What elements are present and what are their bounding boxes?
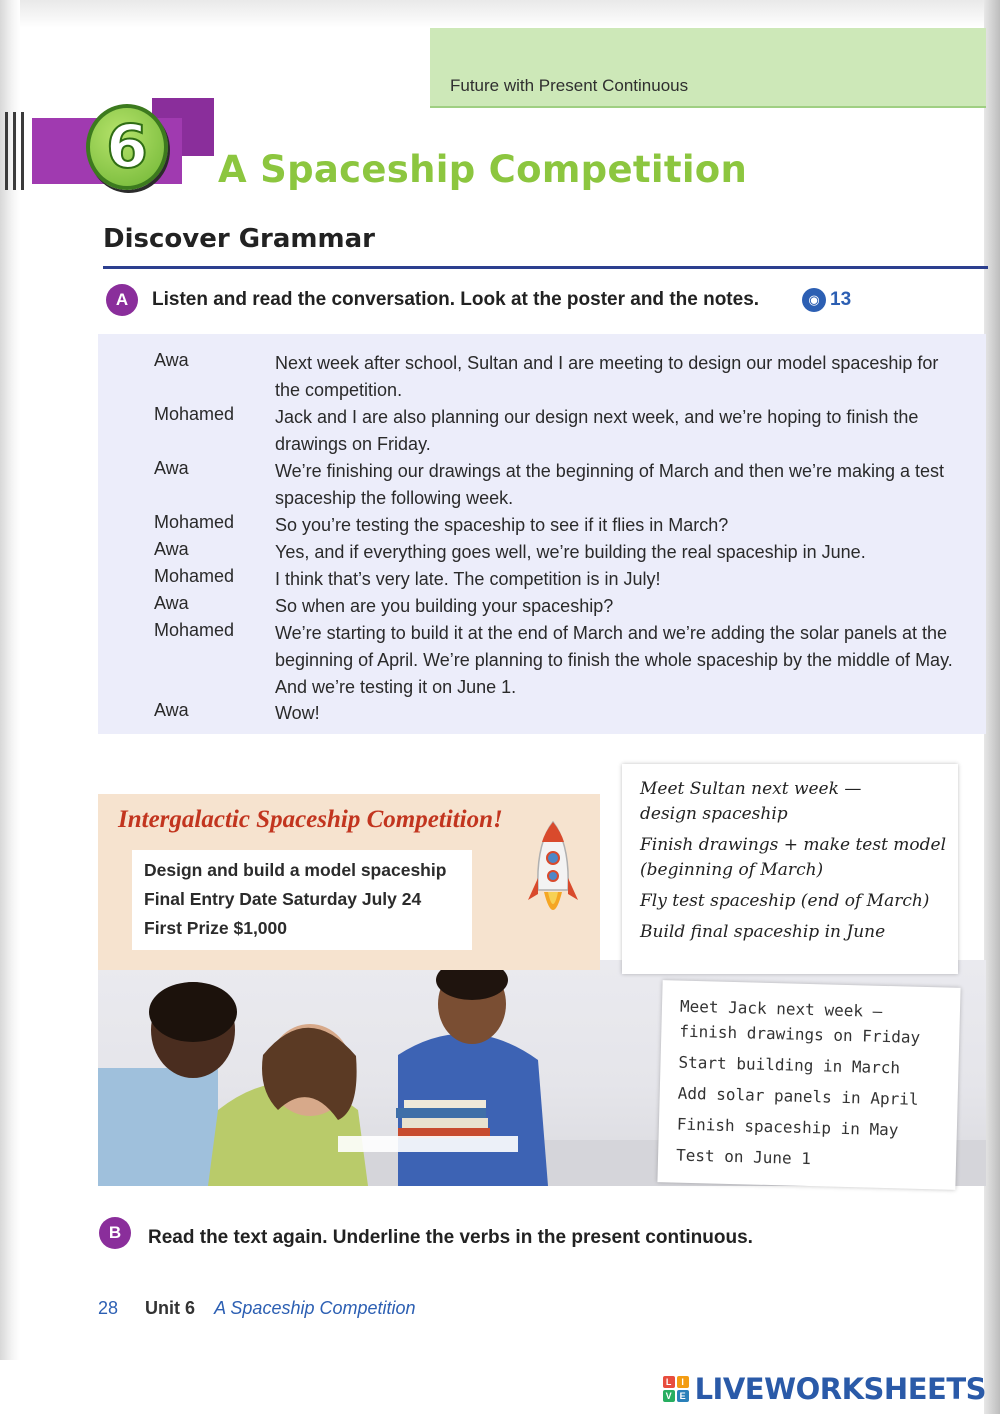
footer-unit-title: A Spaceship Competition (214, 1298, 416, 1318)
dialog-speaker: Mohamed (154, 404, 235, 424)
poster-line: First Prize $1,000 (144, 918, 287, 938)
section-heading: Discover Grammar (103, 224, 375, 254)
note-line: Meet Jack next week — (679, 996, 883, 1021)
dialog-speaker: Mohamed (154, 512, 235, 532)
competition-poster (98, 794, 600, 970)
topic-banner (430, 28, 986, 108)
note-line: finish drawings on Friday (679, 1021, 921, 1047)
page-number: 28 (98, 1298, 119, 1318)
liveworksheets-text: LIVEWORKSHEETS (694, 1372, 986, 1406)
note-line: Start building in March (678, 1052, 901, 1078)
liveworksheets-logo-icon: L I V E (663, 1376, 689, 1402)
dialog-speaker: Awa (154, 458, 189, 478)
task-b-instruction: Read the text again. Underline the verbs in the present continuous. (148, 1227, 753, 1248)
unit-badge (32, 98, 216, 188)
scan-shadow (20, 0, 985, 28)
task-a-badge: A (106, 284, 138, 316)
page-edge (0, 0, 20, 1360)
note-line: Finish spaceship in May (676, 1114, 899, 1140)
note-line: Add solar panels in April (677, 1083, 919, 1109)
note-line: Finish drawings + make test model (640, 835, 947, 855)
task-b-badge: B (99, 1217, 131, 1249)
heading-divider (103, 266, 988, 269)
note-line: Meet Sultan next week — (640, 779, 862, 799)
dialog-line: So you’re testing the spaceship to see if it flies in March? (275, 515, 729, 535)
note-line: Build final spaceship in June (640, 922, 886, 942)
poster-line: Design and build a model spaceship (144, 860, 447, 880)
liveworksheets-brand[interactable] (663, 1372, 986, 1406)
notes-card-awa (622, 764, 958, 974)
dialog-line: Jack and I are also planning our design next week, and we’re hoping to finish the drawings on Friday. (275, 407, 919, 454)
audio-icon[interactable]: ◉ (802, 288, 826, 312)
note-line: (beginning of March) (640, 860, 824, 880)
audio-track-number: 13 (830, 289, 852, 310)
dialog-line: We’re starting to build it at the end of March and we’re adding the solar panels at the beginning of April. We’re planning to finish the whole spaceship by the middle of May. And we’re testing it on June 1. (275, 623, 953, 697)
dialog-line: So when are you building your spaceship? (275, 596, 614, 616)
dialog-speaker: Mohamed (154, 620, 235, 640)
dialog-speaker: Awa (154, 700, 189, 720)
poster-title: Intergalactic Spaceship Competition! (118, 806, 503, 833)
poster-line: Final Entry Date Saturday July 24 (144, 889, 422, 909)
dialog-line: Next week after school, Sultan and I are meeting to design our model spaceship for the competition. (275, 353, 939, 400)
dialog-line: We’re finishing our drawings at the beginning of March and then we’re making a test spaceship the following week. (275, 461, 945, 508)
unit-number: 6 (86, 104, 168, 190)
dialog-line: I think that’s very late. The competition is in July! (275, 569, 661, 589)
dialog-line: Wow! (275, 703, 320, 723)
footer-unit-label: Unit 6 (145, 1298, 196, 1318)
note-line: Test on June 1 (675, 1145, 812, 1169)
dialog-speaker: Awa (154, 593, 189, 613)
note-line: Fly test spaceship (end of March) (640, 891, 930, 911)
page-footer (98, 1298, 416, 1319)
rocket-icon (528, 820, 578, 930)
dialog-speaker: Awa (154, 350, 189, 370)
poster-details (132, 850, 472, 950)
notes-card-mohamed (657, 980, 960, 1190)
note-line: design spaceship (640, 804, 788, 824)
unit-title: A Spaceship Competition (218, 148, 748, 191)
scan-right-strip (984, 0, 1000, 1414)
task-a-instruction: Listen and read the conversation. Look at the poster and the notes. (152, 289, 760, 310)
dialog-speaker: Awa (154, 539, 189, 559)
dialog-line: Yes, and if everything goes well, we’re building the real spaceship in June. (275, 542, 866, 562)
audio-track[interactable] (802, 288, 851, 312)
dialog-panel (98, 334, 986, 734)
dialog-speaker: Mohamed (154, 566, 235, 586)
topic-label: Future with Present Continuous (450, 76, 689, 95)
page-margin-bars (5, 112, 27, 190)
